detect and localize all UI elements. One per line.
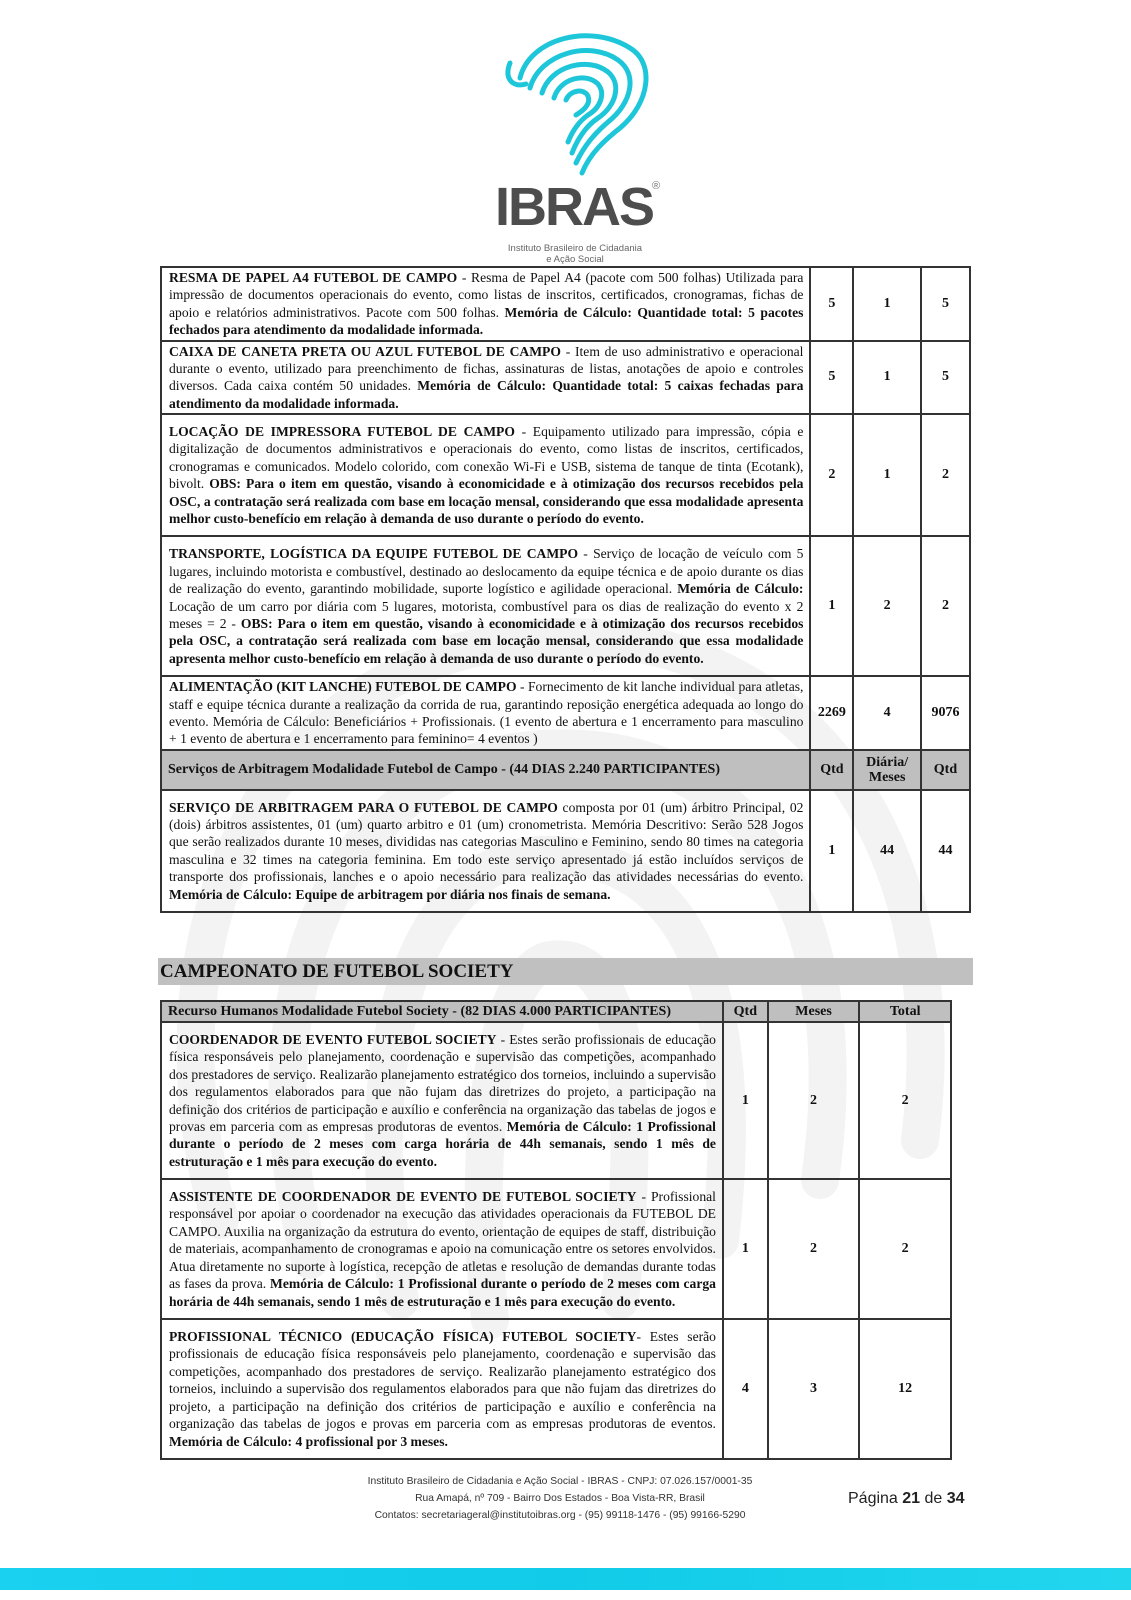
item-text: - Estes serão profissionais de educação física responsáveis pelo planejamento, coordenação e supervisão das competições, acompanhado dos prestadores de serviço. Realizarão planejamento estratégico dos torneios, incluindo a supervisão dos regulamentos elaborados para que não fujam das diretrizes do projeto, a participação na definição dos critérios de participação e auxílio e conferência na organização das tabelas de jogos e provas em parceria com as empresas produtoras de eventos. xyxy=(169,1031,716,1134)
item-qtd: 5 xyxy=(810,341,853,415)
item-total: 2 xyxy=(859,1179,951,1319)
item-text: - Resma de Papel A4 (pacote com 500 folhas) Utilizada para impressão de documentos operacionais do evento, como listas de inscritos, certificados, cronogramas, fichas de apoio e relatórios administrativos. Pacote com 500 folhas. xyxy=(169,270,804,320)
fingerprint-map-icon xyxy=(490,18,660,178)
item-qtd: 1 xyxy=(810,536,853,676)
item-description xyxy=(161,267,810,341)
footer xyxy=(340,1473,780,1524)
item-meses: 2 xyxy=(768,1179,860,1319)
item-text: - Fornecimento de kit lanche individual para atletas, staff e equipe técnica durante a realização da corrida de rua, garantindo reposição energética adequada ao longo do evento. Memória de Cálculo: Beneficiários + Profissionais. (1 evento de abertura e 1 encerramento para masculino + 1 evento de abertura e 1 encerramento para feminino= 4 eventos ) xyxy=(169,679,804,747)
item-calc: Memória de Cálculo: Quantidade total: 5 pacotes fechados para atendimento da modalidade informada. xyxy=(169,304,804,338)
page-current: 21 xyxy=(902,1490,921,1507)
item-calc-text: Locação de um carro por diária com 5 lugares, motorista, combustível para os dias de realização do evento x 2 meses = 2 - xyxy=(169,598,804,631)
item-title: COORDENADOR DE EVENTO FUTEBOL SOCIETY xyxy=(169,1031,497,1047)
table-header-row xyxy=(161,1001,951,1022)
item-description xyxy=(161,1022,723,1179)
item-text: - Profissional responsável por apoiar o coordenador na execução das atividades operacionais da FUTEBOL DE CAMPO. Auxilia na organização da estrutura do evento, orientação de equipes de staff, distribuição de materiais, acompanhamento de cronogramas e apoio na comunicação entre os setores envolvidos. Atua diretamente no suporte à logística, recepção de atletas e resolução de demandas durante todas as fases da prova. xyxy=(169,1189,716,1292)
item-calc: Memória de Cálculo: 1 Profissional durante o período de 2 meses com carga horária de 44h semanais, sendo 1 mês de estruturação e 1 mês para execução do evento. xyxy=(169,1118,716,1169)
table-row xyxy=(161,1179,951,1319)
footer-line-address: Rua Amapá, nº 709 - Bairro Dos Estados - Boa Vista-RR, Brasil xyxy=(415,1493,705,1504)
item-qtd: 2 xyxy=(810,414,853,536)
section-title: CAMPEONATO DE FUTEBOL SOCIETY xyxy=(158,958,973,985)
item-title: ALIMENTAÇÃO (KIT LANCHE) FUTEBOL DE CAMPO xyxy=(169,679,517,695)
item-title: LOCAÇÃO DE IMPRESSORA FUTEBOL DE CAMPO xyxy=(169,424,515,440)
header-total: Total xyxy=(859,1001,951,1022)
item-periodo: 2 xyxy=(853,536,921,676)
item-calc: Memória de Cálculo: 1 Profissional durante o período de 2 meses com carga horária de 44h semanais, sendo 1 mês de estruturação e 1 mês para execução do evento. xyxy=(169,1276,716,1309)
item-obs: OBS: Para o item em questão, visando à economicidade e à otimização dos recursos recebidos pela OSC, a contratação será realizada com base em locação mensal, considerando que essa modalidade apresenta melhor custo-benefício em relação à demanda de uso durante o período do evento. xyxy=(169,476,804,527)
society-header-title: Recurso Humanos Modalidade Futebol Society - (82 DIAS 4.000 PARTICIPANTES) xyxy=(161,1001,723,1022)
item-text: composta por 01 (um) árbitro Principal, 02 (dois) árbitros assistentes, 01 (um) quarto arbitro e 01 (um) cronometrista. Memória Descritivo: Serão 528 Jogos que serão realizados durante 10 meses, divididas nas categorias Masculino e Feminino, sendo 80 times na categoria masculina e 32 times na categoria feminina. Em todo este serviço apresentado já estão incluídos serviços de transporte dos profissionais, lanches e o apoio necessário para realização das atividades necessárias do evento. xyxy=(169,799,804,885)
futebol-society-table xyxy=(160,1000,952,1460)
item-text: - Estes serão profissionais de educação física responsáveis pelo planejamento, coordenação e supervisão das competições, acompanhado dos prestadores de serviço. Realizarão planejamento estratégico dos torneios, incluindo a supervisão dos regulamentos elaborados para que não fujam das diretrizes do projeto, a participação na definição dos critérios de participação e auxílio e conferência na organização das tabelas de jogos e provas em parceria com as empresas produtoras de eventos. xyxy=(169,1329,716,1432)
table-row xyxy=(161,1319,951,1459)
header-diaria-meses: Diária/ Meses xyxy=(853,750,921,790)
logo-subtitle-line2: e Ação Social xyxy=(546,254,604,265)
item-text: - Item de uso administrativo e operacional durante o evento, utilizado para preenchimento de fichas, assinaturas de listas, anotações de apoio e controles diversos. Cada caixa contém 50 unidades. xyxy=(169,343,804,394)
item-text: - Serviço de locação de veículo com 5 lugares, incluindo motorista e combustível, destinado ao deslocamento da equipe técnica e de apoio durante os dias de realização do evento, garantindo mobilidade, suporte logístico e agilidade operacional. xyxy=(169,546,804,597)
item-total: 12 xyxy=(859,1319,951,1459)
page-prefix: Página xyxy=(848,1490,903,1507)
page-number xyxy=(848,1490,965,1508)
item-calc: Memória de Cálculo: Equipe de arbitragem por diária nos finais de semana. xyxy=(169,886,611,902)
item-description xyxy=(161,676,810,750)
header-meses: Meses xyxy=(768,1001,860,1022)
item-periodo: 44 xyxy=(853,790,921,912)
item-qtd: 5 xyxy=(810,267,853,341)
table-row xyxy=(161,267,970,341)
table-row xyxy=(161,536,970,676)
item-qtd: 1 xyxy=(810,790,853,912)
logo-subtitle-line1: Instituto Brasileiro de Cidadania xyxy=(507,243,643,254)
item-title: SERVIÇO DE ARBITRAGEM PARA O FUTEBOL DE CAMPO xyxy=(169,799,558,815)
item-description xyxy=(161,536,810,676)
item-total: 2 xyxy=(859,1022,951,1179)
item-description xyxy=(161,1179,723,1319)
item-total: 5 xyxy=(921,267,970,341)
item-qtd: 2269 xyxy=(810,676,853,750)
header-qtd-total: Qtd xyxy=(921,750,970,790)
item-total: 44 xyxy=(921,790,970,912)
item-description xyxy=(161,790,810,912)
item-title: CAIXA DE CANETA PRETA OU AZUL FUTEBOL DE CAMPO xyxy=(169,343,561,359)
header-qtd: Qtd xyxy=(723,1001,768,1022)
table-row xyxy=(161,790,970,912)
page-of: de xyxy=(920,1490,947,1507)
futebol-campo-table xyxy=(160,266,971,913)
item-total: 2 xyxy=(921,536,970,676)
item-qtd: 4 xyxy=(723,1319,768,1459)
item-total: 9076 xyxy=(921,676,970,750)
item-periodo: 1 xyxy=(853,414,921,536)
item-meses: 2 xyxy=(768,1022,860,1179)
item-periodo: 1 xyxy=(853,341,921,415)
item-title: PROFISSIONAL TÉCNICO (EDUCAÇÃO FÍSICA) FUTEBOL SOCIETY xyxy=(169,1329,637,1345)
item-periodo: 1 xyxy=(853,267,921,341)
item-qtd: 1 xyxy=(723,1022,768,1179)
logo-brand: IBRAS xyxy=(495,177,654,237)
item-description xyxy=(161,414,810,536)
item-total: 5 xyxy=(921,341,970,415)
item-title: TRANSPORTE, LOGÍSTICA DA EQUIPE FUTEBOL DE CAMPO xyxy=(169,546,579,562)
footer-color-bar xyxy=(0,1568,1131,1590)
item-periodo: 4 xyxy=(853,676,921,750)
item-calc: Memória de Cálculo: 4 profissional por 3 meses. xyxy=(169,1433,448,1449)
table-row xyxy=(161,414,970,536)
table-row xyxy=(161,676,970,750)
logo-subtitle xyxy=(490,243,660,265)
ibras-logo xyxy=(490,18,680,265)
arbitragem-header-title: Serviços de Arbitragem Modalidade Futebol de Campo - (44 DIAS 2.240 PARTICIPANTES) xyxy=(161,750,810,790)
item-obs: OBS: Para o item em questão, visando à economicidade e à otimização dos recursos recebidos pela OSC, a contratação será realizada com base em locação mensal, considerando que essa modalidade apresenta melhor custo-benefício em relação à demanda de uso durante o período do evento. xyxy=(169,615,804,666)
header-qtd: Qtd xyxy=(810,750,853,790)
item-title: ASSISTENTE DE COORDENADOR DE EVENTO DE FUTEBOL SOCIETY xyxy=(169,1189,637,1205)
item-title: RESMA DE PAPEL A4 FUTEBOL DE CAMPO xyxy=(169,270,458,285)
page-total: 34 xyxy=(946,1490,965,1507)
item-description xyxy=(161,1319,723,1459)
footer-line-contacts: Contatos: secretariageral@institutoibras.org - (95) 99118-1476 - (95) 99166-5290 xyxy=(374,1510,746,1521)
item-calc: Memória de Cálculo: Quantidade total: 5 caixas fechadas para atendimento da modalidade informada. xyxy=(169,378,804,411)
table-row xyxy=(161,341,970,415)
item-meses: 3 xyxy=(768,1319,860,1459)
item-total: 2 xyxy=(921,414,970,536)
table-header-row xyxy=(161,750,970,790)
table-row xyxy=(161,1022,951,1179)
item-text: - Equipamento utilizado para impressão, cópia e digitalização de documentos administrativos e operacionais do evento, como listas de inscritos, certificados, cronogramas e comunicados. Modelo colorido, com conexão Wi-Fi e USB, sistema de tanque de tinta (Ecotank), bivolt. xyxy=(169,424,804,492)
item-description xyxy=(161,341,810,415)
item-qtd: 1 xyxy=(723,1179,768,1319)
footer-line-institution: Instituto Brasileiro de Cidadania e Ação Social - IBRAS - CNPJ: 07.026.157/0001-35 xyxy=(367,1476,753,1487)
logo-registered-mark: ® xyxy=(652,180,661,192)
item-calc-label: Memória de Cálculo: xyxy=(677,581,804,597)
